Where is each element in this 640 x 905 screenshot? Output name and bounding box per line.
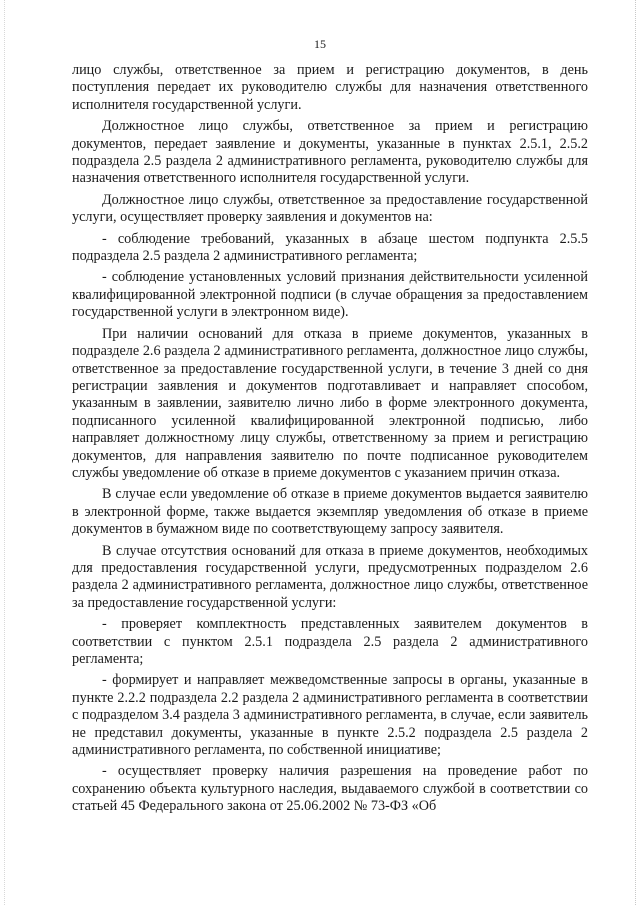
paragraph-2: Должностное лицо службы, ответственное за прием и регистрацию документов, передает заявление и документы, указанные в пунктах 2.5.1, 2.5.2 подраздела 2.5 раздела 2 административного регламента, руководителю службы для назначения ответственного исполнителя государственной услуги.	[72, 118, 588, 187]
list-item-2: - соблюдение установленных условий признания действительности усиленной квалифицированной электронной подписи (в случае обращения за предоставлением государственной услуги в электронном виде).	[72, 269, 588, 321]
paragraph-4: При наличии оснований для отказа в приеме документов, указанных в подразделе 2.6 раздела 2 административного регламента, должностное лицо службы, ответственное за предоставление государственной услуги, в течение 3 дней со дня регистрации заявления и документов подготавливает и направляет способом, указанным в заявлении, заявителю лично либо в форме электронного документа, подписанного усиленной квалифицированной электронной подписью, либо направляет должностному лицу службы, ответственному за прием и регистрацию документов, для направления заявителю по почте подписанное руководителем службы уведомление об отказе в приеме документов с указанием причин отказа.	[72, 325, 588, 481]
paragraph-5: В случае если уведомление об отказе в приеме документов выдается заявителю в электронной форме, также выдается экземпляр уведомления об отказе в приеме документов в бумажном виде по соответствующему запросу заявителя.	[72, 486, 588, 538]
paragraph-1: лицо службы, ответственное за прием и регистрацию документов, в день поступления передает их руководителю службы для назначения ответственного исполнителя государственной услуги.	[72, 62, 588, 113]
scan-edge-right	[635, 0, 636, 905]
list-item-5: - осуществляет проверку наличия разрешения на проведение работ по сохранению объекта культурного наследия, выдаваемого службой в соответствии со статьей 45 Федерального закона от 25.06.2002 № 73-ФЗ «Об	[72, 763, 588, 815]
list-item-4: - формирует и направляет межведомственные запросы в органы, указанные в пункте 2.2.2 подраздела 2.2 раздела 2 административного регламента в соответствии с подразделом 3.4 раздела 3 административного регламента, в случае, если заявитель не представил документы, указанные в пункте 2.5.2 подраздела 2.5 раздела 2 административного регламента, по собственной инициативе;	[72, 672, 588, 759]
document-body	[72, 62, 588, 820]
paragraph-6: В случае отсутствия оснований для отказа в приеме документов, необходимых для предоставления государственной услуги, предусмотренных подразделом 2.6 раздела 2 административного регламента, должностное лицо службы, ответственное за предоставление государственной услуги:	[72, 542, 588, 611]
paragraph-3: Должностное лицо службы, ответственное за предоставление государственной услуги, осуществляет проверку заявления и документов на:	[72, 191, 588, 226]
page-number: 15	[314, 37, 326, 51]
list-item-3: - проверяет комплектность представленных заявителем документов в соответствии с пунктом 2.5.1 подраздела 2.5 раздела 2 административного регламента;	[72, 616, 588, 667]
list-item-1: - соблюдение требований, указанных в абзаце шестом подпункта 2.5.5 подраздела 2.5 раздела 2 административного регламента;	[72, 230, 588, 265]
scan-edge-left	[4, 0, 5, 905]
